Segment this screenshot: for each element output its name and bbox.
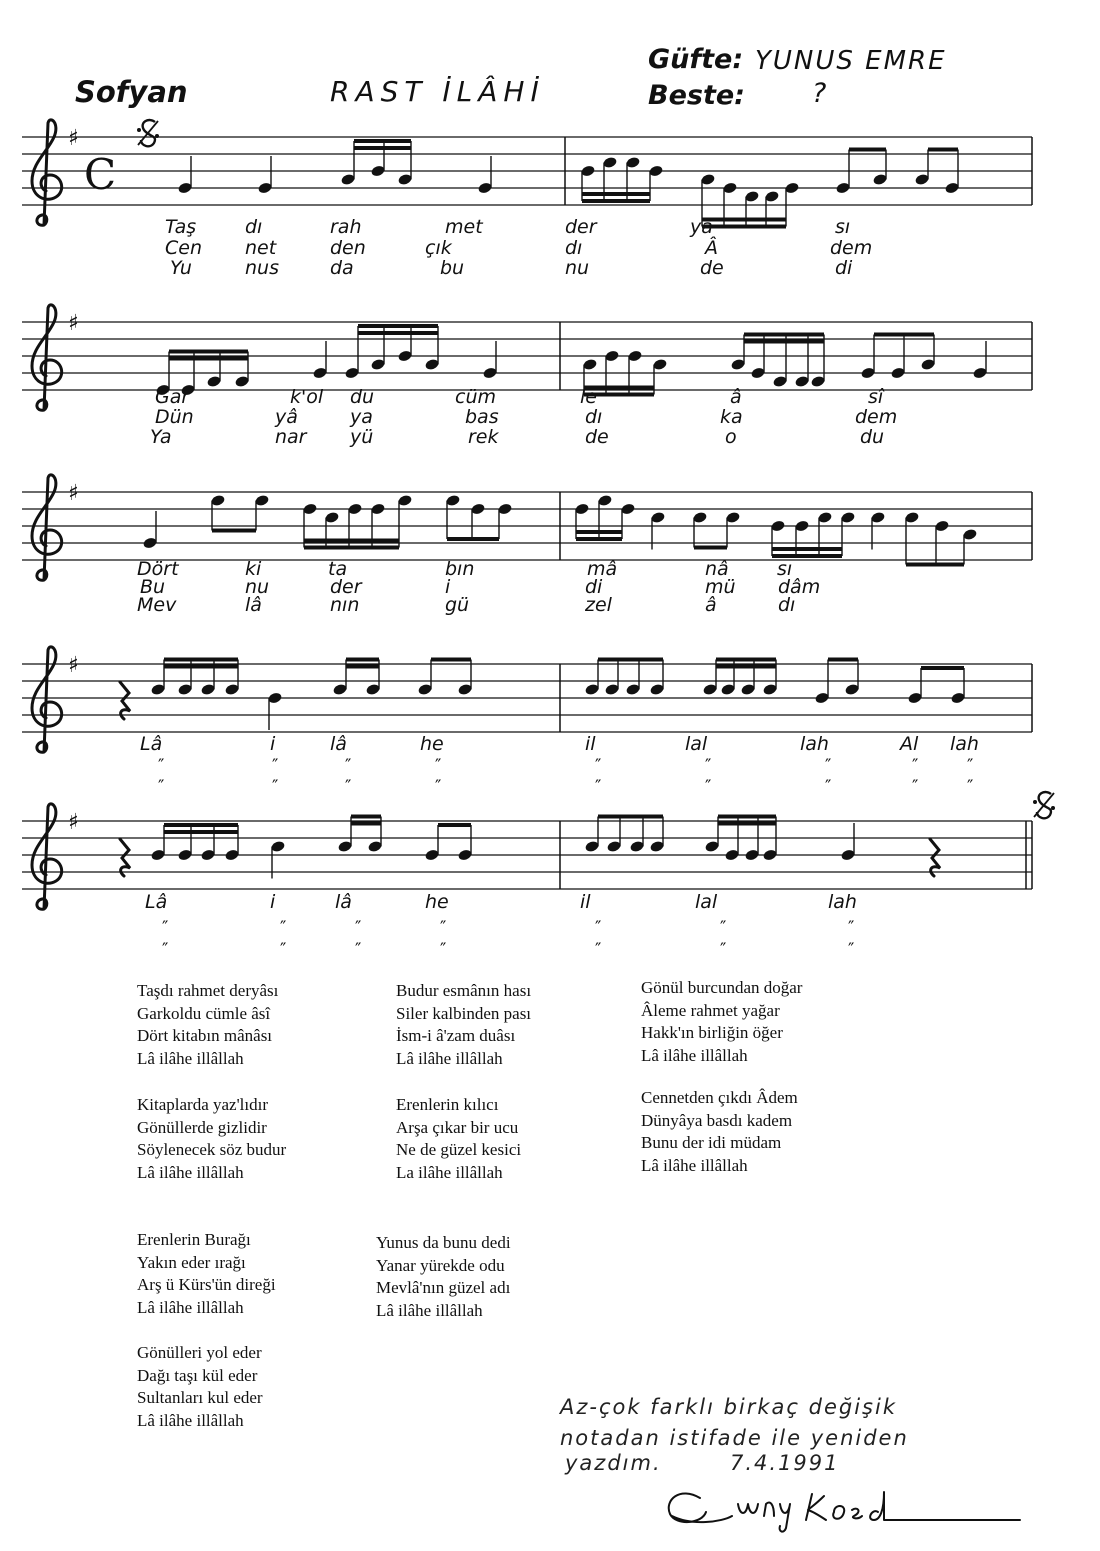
lyric-syllable: nar [275, 426, 307, 448]
lyric-syllable: der [565, 216, 597, 238]
lyric-syllable: lâ [330, 733, 347, 755]
verse-line: Erenlerin Burağı [137, 1230, 251, 1249]
lyric-syllable: dem [855, 406, 898, 428]
lyric-syllable: cüm [455, 386, 496, 408]
stanza [396, 980, 531, 1070]
ditto-mark: ″ [720, 940, 727, 960]
key-signature-sharp: ♯ [68, 481, 79, 506]
lyric-syllable: de [585, 426, 609, 448]
lyric-syllable: lal [695, 891, 718, 913]
lyric-syllable: bas [465, 406, 499, 428]
handwritten-note-line: yazdım. [565, 1451, 662, 1475]
ditto-mark: ″ [345, 756, 352, 776]
lyric-syllable: mü [705, 576, 736, 598]
ditto-mark: ″ [720, 918, 727, 938]
ditto-mark: ″ [158, 756, 165, 776]
handwritten-note-date: 7.4.1991 [730, 1451, 840, 1475]
stanza [641, 977, 802, 1067]
lyric-syllable: sı [835, 216, 851, 238]
verse-line: Lâ ilâhe illâllah [376, 1300, 483, 1320]
lyric-syllable: lâ [245, 594, 262, 616]
lyric-syllable: le [580, 386, 597, 408]
lyric-syllable: dâm [778, 576, 821, 598]
lyric-syllable: Â [705, 237, 718, 259]
ditto-mark: ″ [595, 777, 602, 797]
verse-line: La ilâhe illâllah [396, 1162, 503, 1182]
verse-line: Dağı taşı kül eder [137, 1365, 258, 1385]
verse-line: Hakk'ın birliğin öğer [641, 1023, 783, 1042]
lyric-syllable: Mev [137, 594, 177, 616]
lyric-syllable: Taş [165, 216, 197, 238]
lyric-syllable: mâ [587, 558, 618, 580]
ditto-mark: ″ [848, 918, 855, 938]
verse-line: Dört kitabın mânâsı [137, 1026, 273, 1045]
lyric-syllable: du [860, 426, 885, 448]
lyricist-name: YUNUS EMRE [755, 46, 947, 76]
composer-name: ? [812, 78, 827, 109]
ditto-mark: ″ [272, 756, 279, 776]
verse-line: Siler kalbinden pası [396, 1003, 532, 1023]
lyric-syllable: dı [565, 237, 583, 259]
ditto-mark: ″ [280, 940, 287, 960]
verse-line: Lâ ilâhe illâllah [396, 1048, 503, 1068]
verse-line: Kitaplarda yaz'lıdır [137, 1095, 268, 1114]
verse-line: Erenlerin kılıcı [396, 1095, 499, 1114]
verse-line: Gönüllerde gizlidir [137, 1117, 267, 1137]
verse-line: Âleme rahmet yağar [641, 1000, 780, 1020]
stanza [137, 1342, 263, 1432]
lyric-syllable: du [350, 386, 375, 408]
ditto-mark: ″ [158, 777, 165, 797]
key-signature-sharp: ♯ [68, 311, 79, 336]
lyric-syllable: ki [245, 558, 262, 580]
lyric-syllable: gü [445, 594, 470, 616]
ditto-mark: ″ [825, 756, 832, 776]
verse-line: Arşa çıkar bir ucu [396, 1117, 519, 1137]
lyric-syllable: di [585, 576, 603, 598]
lyric-syllable: den [330, 237, 366, 259]
ditto-mark: ″ [595, 756, 602, 776]
lyric-syllable: yâ [690, 216, 713, 238]
lyric-syllable: o [725, 426, 737, 448]
lyric-syllable: çık [425, 237, 452, 259]
lyric-syllable: ya [350, 406, 373, 428]
lyric-syllable: nus [245, 257, 279, 279]
lyric-syllable: rek [468, 426, 499, 448]
lyric-syllable: Gar [155, 386, 190, 408]
lyric-syllable: lah [828, 891, 857, 913]
lyric-syllable: il [585, 733, 596, 755]
ditto-mark: ″ [345, 777, 352, 797]
handwritten-note-line: Az-çok farklı birkaç değişik [560, 1395, 897, 1419]
verse-line: Lâ ilâhe illâllah [641, 1155, 748, 1175]
lyric-syllable: i [270, 891, 276, 913]
lyric-syllable: dı [778, 594, 796, 616]
lyric-syllable: ta [328, 558, 348, 580]
lyric-syllable: zel [585, 594, 612, 616]
verse-line: Lâ ilâhe illâllah [641, 1045, 748, 1065]
lyric-syllable: â [730, 386, 742, 408]
lyric-syllable: met [445, 216, 483, 238]
lyric-syllable: he [425, 891, 449, 913]
verse-line: Lâ ilâhe illâllah [137, 1297, 244, 1317]
verse-line: İsm-i â'zam duâsı [396, 1026, 516, 1045]
lyric-syllable: Ya [150, 426, 172, 448]
lyric-syllable: k'ol [290, 386, 324, 408]
verse-line: Mevlâ'nın güzel adı [376, 1278, 511, 1297]
stanza [376, 1232, 511, 1322]
lyric-syllable: ka [720, 406, 743, 428]
ditto-mark: ″ [440, 940, 447, 960]
lyric-syllable: yü [350, 426, 374, 448]
verse-line: Lâ ilâhe illâllah [137, 1410, 244, 1430]
ditto-mark: ″ [435, 756, 442, 776]
lyric-syllable: der [330, 576, 362, 598]
lyric-syllable: Al [900, 733, 919, 755]
lyric-syllable: i [270, 733, 276, 755]
lyric-syllable: nu [245, 576, 270, 598]
composer-label: Beste: [648, 80, 745, 111]
ditto-mark: ″ [162, 918, 169, 938]
verse-line: Cennetden çıkdı Âdem [641, 1088, 798, 1107]
ditto-mark: ″ [440, 918, 447, 938]
lyric-syllable: nu [565, 257, 590, 279]
ditto-mark: ″ [912, 777, 919, 797]
verse-line: Lâ ilâhe illâllah [137, 1048, 244, 1068]
ditto-mark: ″ [272, 777, 279, 797]
lyric-syllable: yâ [275, 406, 298, 428]
ditto-mark: ″ [595, 918, 602, 938]
lyric-syllable: da [330, 257, 354, 279]
lyric-syllable: he [420, 733, 444, 755]
lyric-syllable: nâ [705, 558, 729, 580]
page-title: RAST İLÂHİ [330, 75, 545, 108]
ditto-mark: ″ [435, 777, 442, 797]
lyric-syllable: lal [685, 733, 708, 755]
stanza [137, 980, 278, 1070]
lyric-syllable: dı [585, 406, 603, 428]
signature-stroke [669, 1492, 1020, 1532]
ditto-mark: ″ [967, 756, 974, 776]
ditto-mark: ″ [355, 940, 362, 960]
ditto-mark: ″ [912, 756, 919, 776]
verse-line: Gönülleri yol eder [137, 1343, 262, 1362]
ditto-mark: ″ [280, 918, 287, 938]
lyric-syllable: â [705, 594, 717, 616]
ditto-mark: ″ [595, 940, 602, 960]
signature [662, 1486, 1027, 1538]
verse-line: Budur esmânın hası [396, 981, 532, 1000]
lyric-syllable: de [700, 257, 724, 279]
lyric-syllable: il [580, 891, 591, 913]
time-signature: C [84, 150, 117, 199]
lyric-syllable: Dört [137, 558, 179, 580]
stanza [137, 1229, 276, 1319]
verse-line: Yakın eder ırağı [137, 1252, 246, 1272]
ditto-mark: ″ [705, 756, 712, 776]
lyric-syllable: di [835, 257, 853, 279]
verse-line: Taşdı rahmet deryâsı [137, 981, 279, 1000]
stanza [641, 1087, 798, 1177]
lyric-syllable: bu [440, 257, 465, 279]
lyric-syllable: dı [245, 216, 263, 238]
lyric-syllable: sı [777, 558, 793, 580]
verse-line: Sultanları kul eder [137, 1388, 263, 1407]
ditto-mark: ″ [355, 918, 362, 938]
key-signature-sharp: ♯ [68, 653, 79, 678]
lyric-syllable: Lâ [140, 733, 163, 755]
lyric-syllable: bın [445, 558, 475, 580]
verse-line: Yanar yürekde odu [376, 1255, 505, 1275]
key-signature-sharp: ♯ [68, 810, 79, 835]
lyric-syllable: lah [800, 733, 829, 755]
lyric-syllable: dem [830, 237, 873, 259]
makam-name: Sofyan [75, 75, 188, 109]
lyric-syllable: net [245, 237, 277, 259]
lyric-syllable: Cen [165, 237, 202, 259]
ditto-mark: ″ [967, 777, 974, 797]
stanza [396, 1094, 521, 1184]
lyric-syllable: Bu [140, 576, 166, 598]
verse-line: Garkoldu cümle âsî [137, 1003, 271, 1023]
verse-line: Söylenecek söz budur [137, 1140, 287, 1159]
ditto-mark: ″ [825, 777, 832, 797]
verse-line: Yunus da bunu dedi [376, 1233, 511, 1252]
ditto-mark: ″ [162, 940, 169, 960]
stanza [137, 1094, 286, 1184]
verse-line: Arş ü Kürs'ün direği [137, 1275, 276, 1294]
verse-line: Bunu der idi müdam [641, 1133, 782, 1152]
lyric-syllable: nın [330, 594, 360, 616]
lyricist-label: Güfte: [648, 44, 744, 75]
lyric-syllable: i [445, 576, 451, 598]
lyric-syllable: Yu [170, 257, 192, 279]
handwritten-note-line: notadan istifade ile yeniden [560, 1426, 909, 1450]
lyric-syllable: sî [868, 386, 884, 408]
ditto-mark: ″ [848, 940, 855, 960]
verse-line: Ne de güzel kesici [396, 1140, 522, 1159]
key-signature-sharp: ♯ [68, 126, 79, 151]
ditto-mark: ″ [705, 777, 712, 797]
lyric-syllable: Lâ [145, 891, 168, 913]
verse-line: Gönül burcundan doğar [641, 978, 803, 997]
verse-line: Dünyâya basdı kadem [641, 1110, 793, 1130]
verse-line: Lâ ilâhe illâllah [137, 1162, 244, 1182]
lyric-syllable: rah [330, 216, 362, 238]
lyric-syllable: lâ [335, 891, 352, 913]
lyric-syllable: lah [950, 733, 979, 755]
lyric-syllable: Dün [155, 406, 194, 428]
